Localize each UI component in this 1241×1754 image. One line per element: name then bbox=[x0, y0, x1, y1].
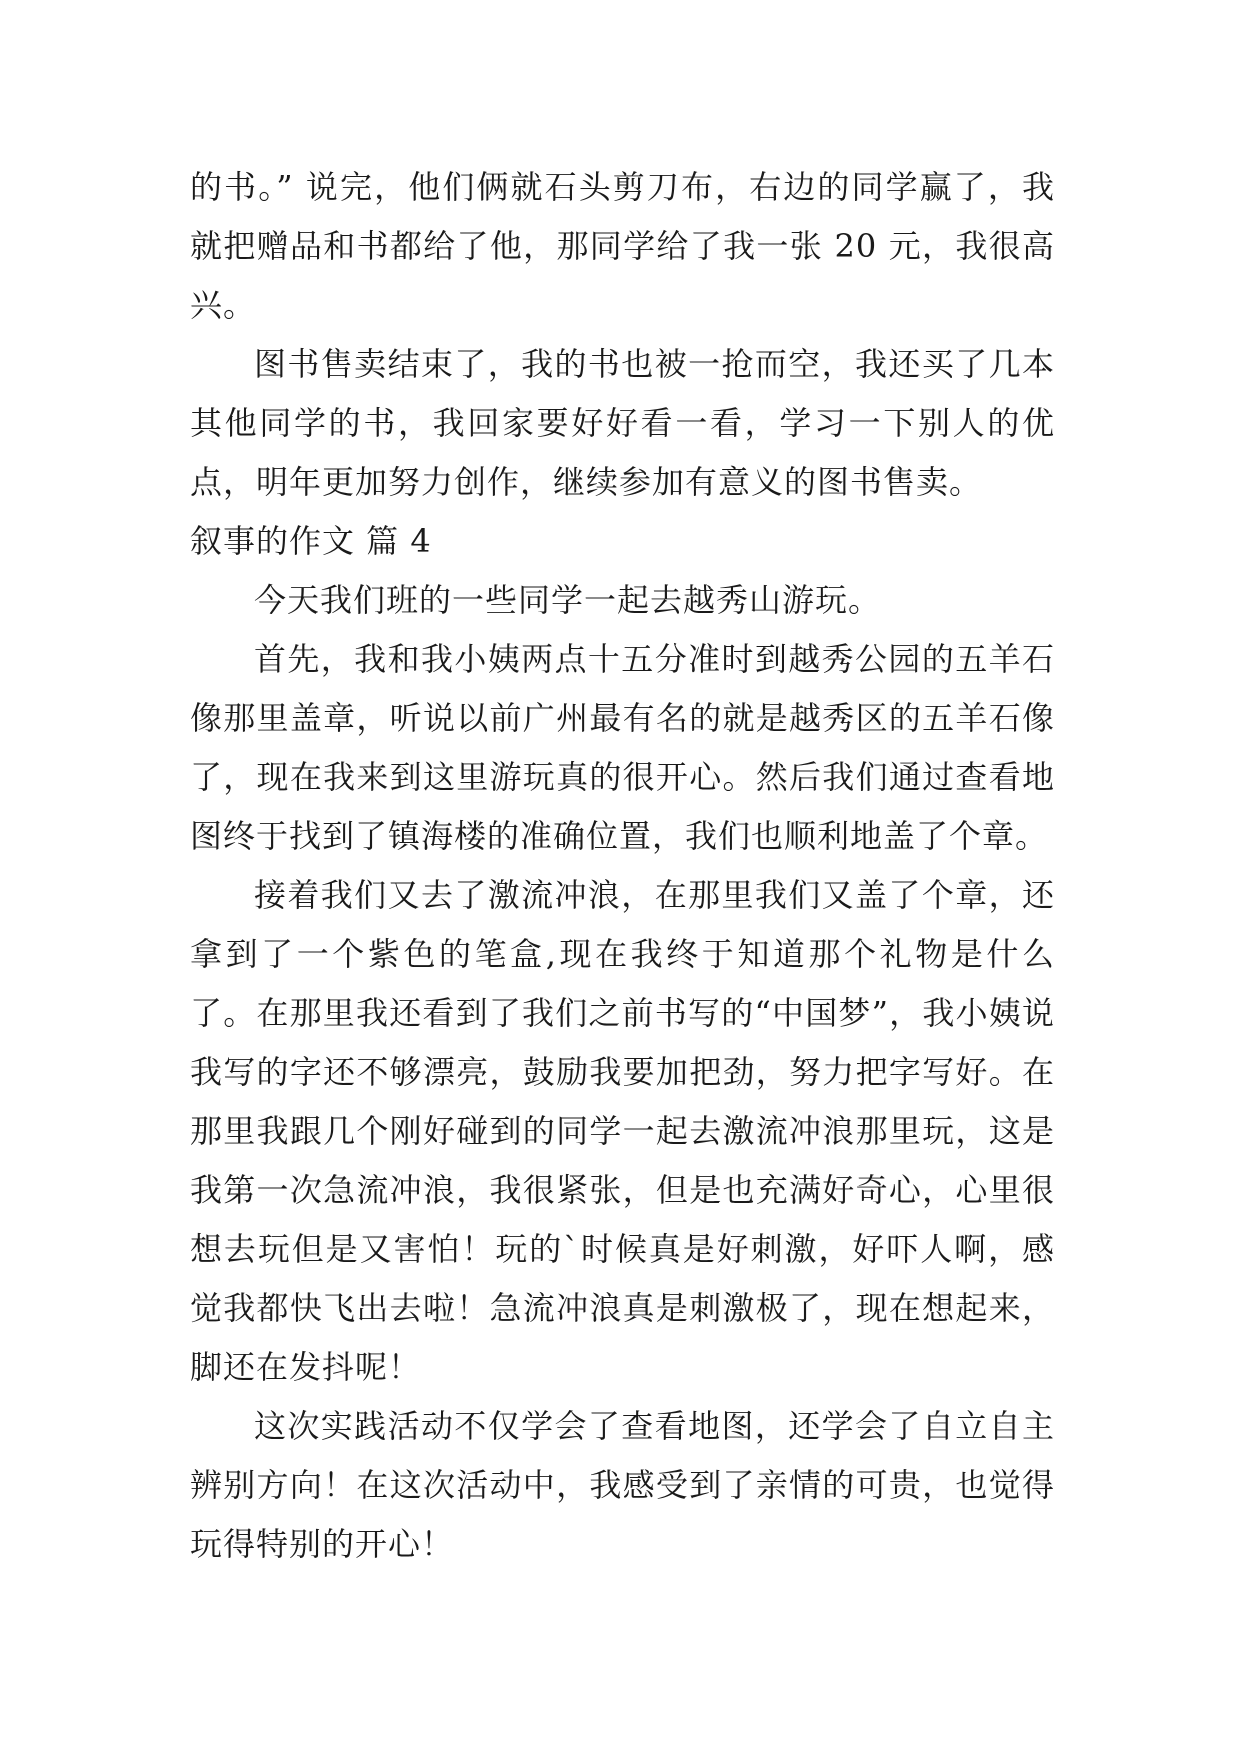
paragraph-intro: 今天我们班的一些同学一起去越秀山游玩。 bbox=[254, 581, 882, 619]
section-heading: 叙事的作文 篇 4 bbox=[190, 522, 432, 560]
paragraph-continuation: 的书。” 说完，他们俩就石头剪刀布，右边的同学赢了，我就把赠品和书都给了他，那同学给了我一张 20 元，我很高兴。 bbox=[190, 168, 1055, 324]
paragraph-first: 首先，我和我小姨两点十五分准时到越秀公园的五羊石像那里盖章，听说以前广州最有名的就是越秀区的五羊石像了，现在我来到这里游玩真的很开心。然后我们通过查看地图终于找到了镇海楼的准确位置，我们也顺利地盖了个章。 bbox=[190, 640, 1055, 855]
paragraph-conclusion: 这次实践活动不仅学会了查看地图，还学会了自立自主辨别方向！在这次活动中，我感受到了亲情的可贵，也觉得玩得特别的开心！ bbox=[190, 1407, 1055, 1563]
paragraph-next: 接着我们又去了激流冲浪，在那里我们又盖了个章，还拿到了一个紫色的笔盒,现在我终于知道那个礼物是什么了。在那里我还看到了我们之前书写的“中国梦”，我小姨说我写的字还不够漂亮，鼓励我要加把劲，努力把字写好。在那里我跟几个刚好碰到的同学一起去激流冲浪那里玩，这是我第一次急流冲浪，我很紧张，但是也充满好奇心，心里很想去玩但是又害怕！玩的`时候真是好刺激，好吓人啊，感觉我都快飞出去啦！急流冲浪真是刺激极了，现在想起来，脚还在发抖呢！ bbox=[190, 876, 1055, 1386]
paragraph-book-sale-ending: 图书售卖结束了，我的书也被一抢而空，我还买了几本其他同学的书，我回家要好好看一看，学习一下别人的优点，明年更加努力创作，继续参加有意义的图书售卖。 bbox=[190, 345, 1055, 501]
document-page bbox=[190, 158, 1055, 1574]
